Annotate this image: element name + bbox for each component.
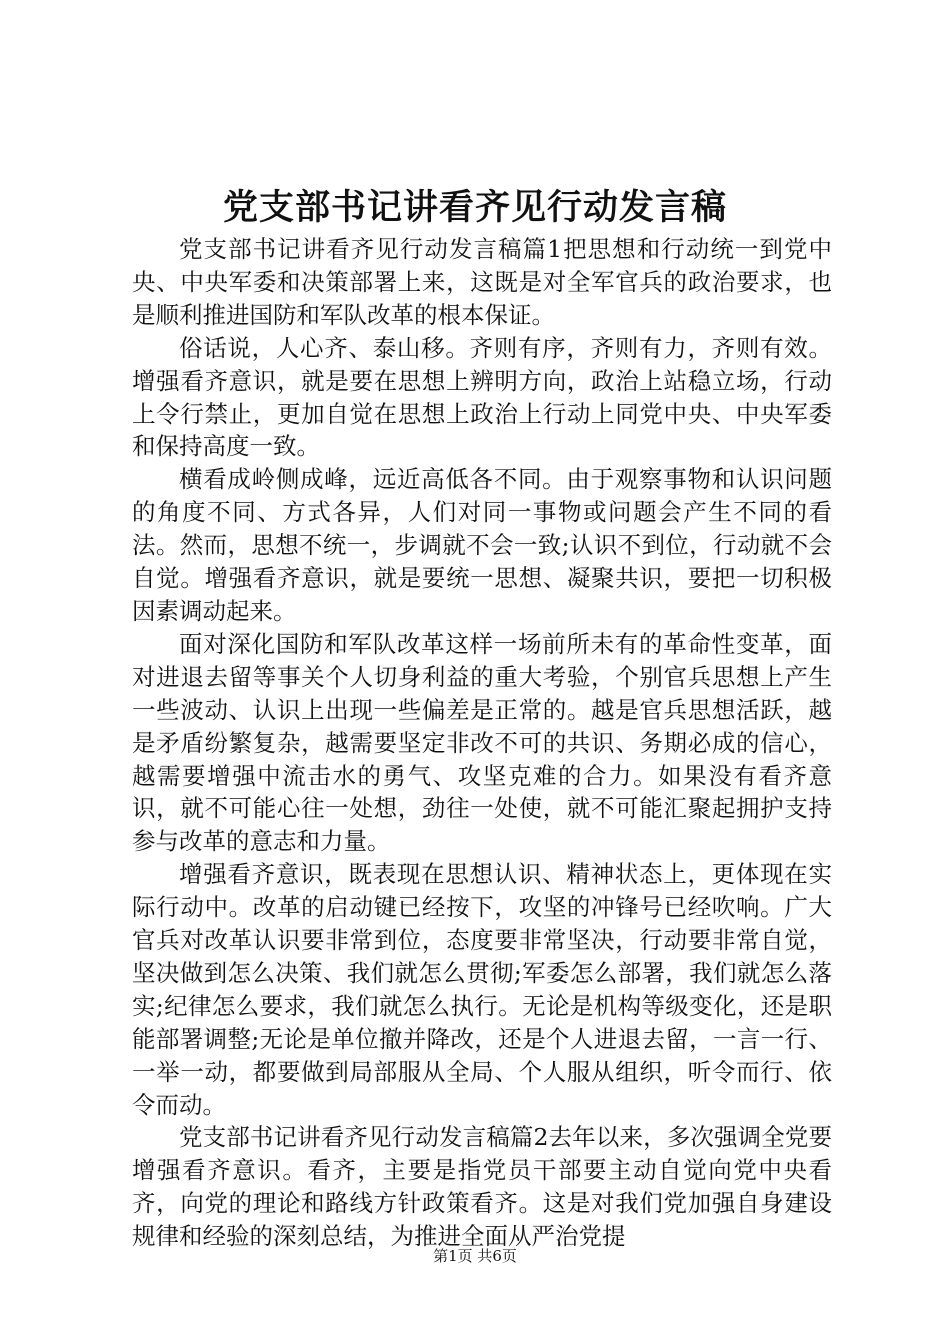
paragraph: 党支部书记讲看齐见行动发言稿篇1把思想和行动统一到党中央、中央军委和决策部署上来，这既是对全军官兵的政治要求，也是顺利推进国防和军队改革的根本保证。 [132,235,832,329]
page-number-footer: 第1页 共6页 [433,1247,517,1265]
paragraph: 面对深化国防和军队改革这样一场前所未有的革命性变革，面对进退去留等事关个人切身利益的重大考验，个别官兵思想上产生一些波动、认识上出现一些偏差是正常的。越是官兵思想活跃，越是矛盾纷繁复杂，越需要坚定非改不可的共识、务期必成的信心，越需要增强中流击水的勇气、攻坚克难的合力。如果没有看齐意识，就不可能心往一处想，劲往一处使，就不可能汇聚起拥护支持参与改革的意志和力量。 [132,629,832,856]
paragraph: 俗话说，人心齐、泰山移。齐则有序，齐则有力，齐则有效。增强看齐意识，就是要在思想上辨明方向，政治上站稳立场，行动上令行禁止，更加自觉在思想上政治上行动上同党中央、中央军委和保持高度一致。 [132,333,832,461]
paragraph: 增强看齐意识，既表现在思想认识、精神状态上，更体现在实际行动中。改革的启动键已经按下，攻坚的冲锋号已经吹响。广大官兵对改革认识要非常到位，态度要非常坚决，行动要非常自觉，坚决做到怎么决策、我们就怎么贯彻;军委怎么部署，我们就怎么落实;纪律怎么要求，我们就怎么执行。无论是机构等级变化，还是职能部署调整;无论是单位撤并降改，还是个人进退去留，一言一行、一举一动，都要做到局部服从全局、个人服从组织，听令而行、依令而动。 [132,860,832,1119]
paragraph: 横看成岭侧成峰，远近高低各不同。由于观察事物和认识问题的角度不同、方式各异，人们对同一事物或问题会产生不同的看法。然而，思想不统一，步调就不会一致;认识不到位，行动就不会自觉。增强看齐意识，就是要统一思想、凝聚共识，要把一切积极因素调动起来。 [132,465,832,625]
document-body [132,233,832,1253]
paragraph: 党支部书记讲看齐见行动发言稿篇2去年以来，多次强调全党要增强看齐意识。看齐，主要是指党员干部要主动自觉向党中央看齐，向党的理论和路线方针政策看齐。这是对我们党加强自身建设规律和经验的深刻总结，为推进全面从严治党提 [132,1123,832,1251]
document-title: 党支部书记讲看齐见行动发言稿 [222,187,727,228]
